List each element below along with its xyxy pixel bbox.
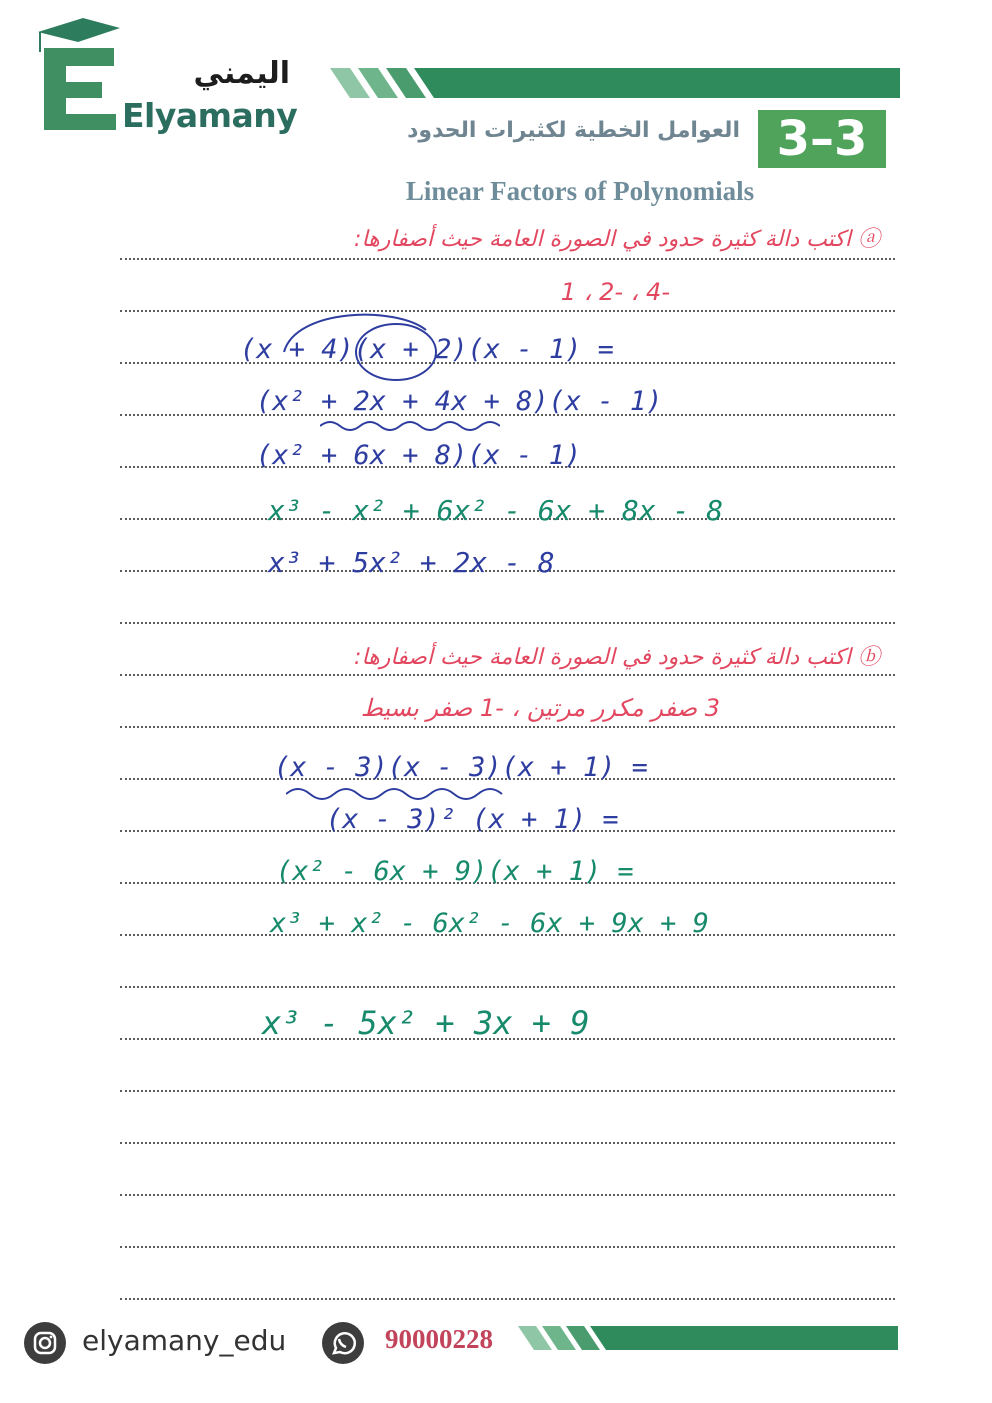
problem1-step-1: (x + 4)(x + 2)(x - 1) = xyxy=(240,334,614,365)
ruled-line xyxy=(120,1142,895,1144)
problem1-step-4: x³ - x² + 6x² - 6x + 8x - 8 xyxy=(268,494,724,527)
problem2-statement: ⓑ اكتب دالة كثيرة حدود في الصورة العامة حيث أصفارها: xyxy=(354,645,880,670)
problem2-step-1: (x - 3)(x - 3)(x + 1) = xyxy=(274,752,648,783)
footer-stripe-band xyxy=(518,1326,898,1350)
ruled-line xyxy=(120,622,895,624)
header-stripe-band xyxy=(330,68,900,98)
problem1-answer: x³ + 5x² + 2x - 8 xyxy=(268,546,555,579)
problem2-step-4: x³ + x² - 6x² - 6x + 9x + 9 xyxy=(270,908,709,939)
problem1-statement: ⓐ اكتب دالة كثيرة حدود في الصورة العامة حيث أصفارها: xyxy=(354,227,880,252)
ruled-line xyxy=(120,986,895,988)
ruled-line xyxy=(120,1194,895,1196)
brand-name-english: Elyamany xyxy=(122,96,298,135)
ruled-line xyxy=(120,258,895,260)
problem1-step-2: (x² + 2x + 4x + 8)(x - 1) xyxy=(256,386,663,417)
whatsapp-icon xyxy=(322,1322,364,1364)
problem2-step-2: (x - 3)² (x + 1) = xyxy=(326,804,619,835)
lesson-title-english: Linear Factors of Polynomials xyxy=(405,176,755,206)
problem2-step-3: (x² - 6x + 9)(x + 1) = xyxy=(276,856,634,887)
whatsapp-number: 90000228 xyxy=(385,1324,493,1354)
problem1-step-3: (x² + 6x + 8)(x - 1) xyxy=(256,440,582,471)
ruled-line xyxy=(120,674,895,676)
ruled-line xyxy=(120,310,895,312)
ruled-line xyxy=(120,1298,895,1300)
problem2-answer: x³ - 5x² + 3x + 9 xyxy=(262,1004,590,1042)
underline-squiggle-mark xyxy=(286,784,506,804)
ruled-line xyxy=(120,726,895,728)
lesson-title-arabic: العوامل الخطية لكثيرات الحدود xyxy=(407,118,740,143)
elyamany-logo-icon xyxy=(28,18,123,133)
instagram-handle: elyamany_edu xyxy=(82,1324,287,1357)
brand-name-arabic: اليمني xyxy=(193,56,290,91)
ruled-line xyxy=(120,1246,895,1248)
ruled-line xyxy=(120,1090,895,1092)
problem1-zeros: -4 ، -2 ، 1 xyxy=(560,278,670,306)
instagram-icon xyxy=(24,1322,66,1364)
problem2-zeros: 3 صفر مكرر مرتين ، -1 صفر بسيط xyxy=(360,694,720,722)
lesson-number-badge: 3–3 xyxy=(758,110,886,168)
underline-squiggle-mark xyxy=(320,418,500,434)
